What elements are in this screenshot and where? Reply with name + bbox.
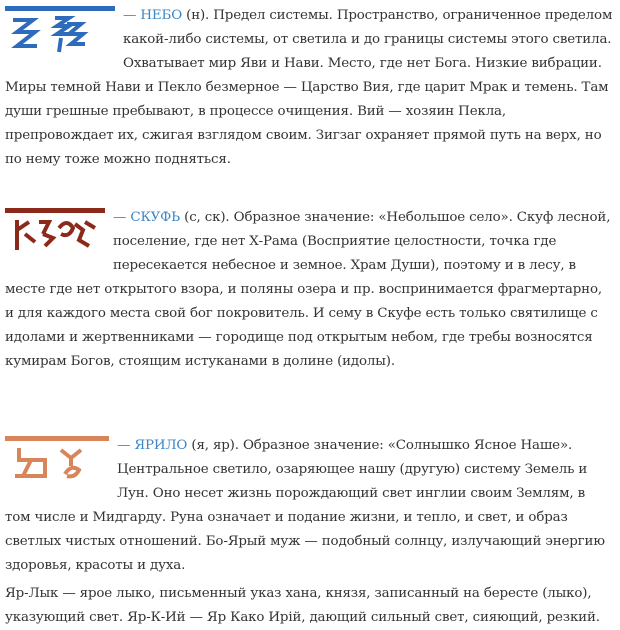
entry-skuf-text: (с, ск). Образное значение: «Небольшое село». Скуф лесной, поселение, где нет Х-Рама (Восприятие целостности, точка где пересекается небесное и земное. Храм Души), поэтому и в лесу, в месте где нет открытого взора, и поляны озера и пр. воспринимается фрагмертарно, и для каждого места свой бог покровитель. И сему в Скуфе есть только святилище с идолами и жертвенниками — городище под открытым небом, где требы возносятся кумирам Богов, стоящим истуканами в долине (идолы). <box>5 210 611 369</box>
entry-nebo-text: (н). Предел системы. Пространство, ограниченное пределом какой-либо системы, от светила и до границы системы этого светила. Охватывает мир Яви и Нави. Место, где нет Бога. Низкие вибрации. Миры темной Нави и Пекло безмерное — Царство Вия, где царит Мрак и темень. Там души грешные пребывают, в процессе очищения. Вий — хозяин Пекла, препровождает их, сжигая взглядом своим. Зигзаг охраняет прямой путь на верх, но по нему тоже можно подняться. <box>5 8 613 167</box>
entry-nebo-term: — НЕБО <box>123 8 183 23</box>
entry-nebo <box>5 4 613 172</box>
entry-yarilo-text: (я, яр). Образное значение: «Солнышко Ясное Наше». Центральное светило, озаряющее нашу (другую) систему Земель и Лун. Оно несет жизнь порождающий свет инглии своим Землям, в том числе и Мидгарду. Руна означает и подание жизни, и тепло, и свет, и образ светлых чистых отношений. Бо-Ярый муж — подобный солнцу, излучающий энергию здоровья, красоты и духа. <box>5 438 605 573</box>
extra-paragraph: Яр-Лык — ярое лыко, письменный указ хана, князя, записанный на бересте (лыко), указующий свет. Яр-К-Ий — Яр Како Ирій, дающий сильный свет, сияющий, резкий. <box>5 586 600 625</box>
nebo-rune-icon <box>5 6 115 58</box>
entry-skuf-term: — СКУФЬ <box>113 210 181 225</box>
entry-skuf <box>5 206 613 374</box>
entry-yarilo <box>5 434 613 578</box>
yarilo-rune-icon <box>5 436 109 484</box>
skuf-rune-icon <box>5 208 105 256</box>
entry-yarilo-term: — ЯРИЛО <box>117 438 188 453</box>
